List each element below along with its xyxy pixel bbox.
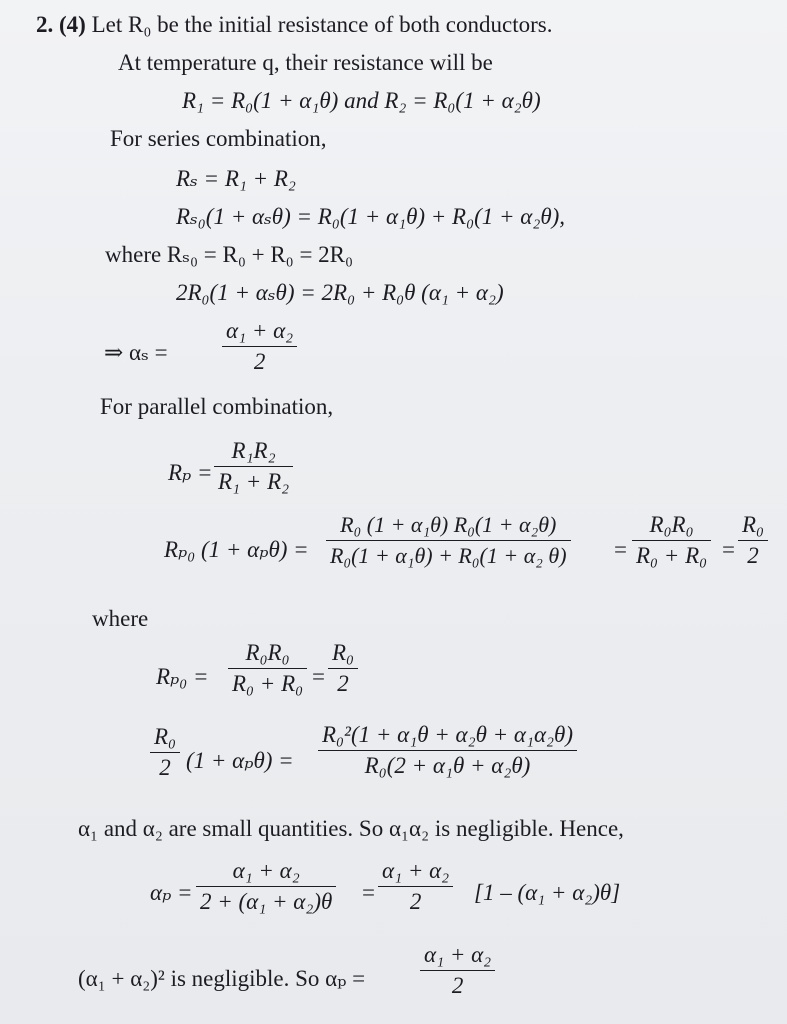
eq-alpha-p-bracket: [1 – (α₁ + α₂)θ] [474, 880, 621, 905]
fraction-numerator: R₀ (1 + α₁θ) R₀(1 + α₂θ) [340, 512, 557, 537]
eq-parallel-expanded-fraction [318, 722, 577, 779]
eq-parallel-mid: (1 + αₚθ) = [186, 748, 294, 773]
eq-rp0-main-fraction [326, 512, 571, 569]
fraction-denominator: R₀(2 + α₁θ + α₂θ) [318, 750, 577, 779]
heading-parallel: For parallel combination, [100, 394, 334, 419]
fraction-denominator: 2 + (α₁ + α₂)θ [196, 886, 336, 915]
fraction-numerator: R₀R₀ [245, 640, 290, 665]
equals-sign: = [722, 537, 735, 562]
fraction-numerator: R₀²(1 + α₁θ + α₂θ + α₁α₂θ) [322, 722, 573, 747]
eq-final-fraction [420, 942, 495, 999]
eq-final-lhs: (α₁ + α₂)² is negligible. So αₚ = [78, 966, 366, 991]
eq-alpha-p-fraction [196, 858, 336, 915]
fraction-numerator: α₁ + α₂ [232, 858, 300, 883]
eq-rp0-second-fraction [632, 512, 711, 569]
eq-alpha-s-lhs: ⇒ αₛ = [104, 340, 168, 365]
eq-rp0-lhs: Rₚ₀ (1 + αₚθ) = [164, 537, 309, 562]
line-initial-resistance: Let R₀ be the initial resistance of both conductors. [91, 12, 553, 37]
heading-series: For series combination, [110, 126, 327, 151]
fraction-denominator: 2 [420, 970, 495, 999]
fraction-numerator: R₀ [154, 724, 177, 749]
eq-series-where: where Rₛ₀ = R₀ + R₀ = 2R₀ [105, 242, 354, 267]
fraction-numerator: α₁ + α₂ [424, 942, 492, 967]
fraction-numerator: R₀ [332, 640, 355, 665]
eq-resistances: R₁ = R₀(1 + α₁θ) and R₂ = R₀(1 + α₂θ) [182, 88, 541, 113]
eq-series-expanded: Rₛ₀(1 + αₛθ) = R₀(1 + α₁θ) + R₀(1 + α₂θ), [176, 204, 566, 229]
fraction-numerator: α₁ + α₂ [382, 858, 450, 883]
label-where: where [92, 606, 149, 631]
eq-rp0-third-fraction [738, 512, 768, 569]
fraction-numerator: R₁R₂ [231, 438, 276, 463]
eq-rp-fraction [214, 438, 293, 495]
problem-header [36, 12, 552, 38]
equals-sign: = [312, 664, 325, 689]
eq-alpha-s-fraction [222, 318, 297, 375]
fraction-numerator: R₀R₀ [649, 512, 694, 537]
fraction-denominator: 2 [328, 668, 358, 697]
equals-sign: = [614, 537, 627, 562]
eq-rp0-def-fraction [228, 640, 307, 697]
problem-number: 2. [36, 12, 54, 37]
eq-rp0-def-lhs: Rₚ₀ = [156, 664, 209, 689]
fraction-denominator: 2 [738, 540, 768, 569]
fraction-denominator: 2 [222, 346, 297, 375]
equals-sign: = [362, 880, 375, 905]
eq-alpha-p-half-fraction [378, 858, 453, 915]
line-temperature: At temperature q, their resistance will be [118, 50, 493, 75]
fraction-denominator: R₀(1 + α₁θ) + R₀(1 + α₂ θ) [326, 540, 571, 569]
fraction-denominator: R₀ + R₀ [632, 540, 711, 569]
eq-series-simplified: 2R₀(1 + αₛθ) = 2R₀ + R₀θ (α₁ + α₂) [176, 280, 504, 305]
eq-rp-lhs: Rₚ = [168, 460, 213, 485]
fraction-denominator: 2 [378, 886, 453, 915]
fraction-denominator: R₁ + R₂ [214, 466, 293, 495]
fraction-numerator: α₁ + α₂ [226, 318, 294, 343]
answer-option: (4) [59, 12, 86, 37]
eq-series-sum: Rₛ = R₁ + R₂ [176, 166, 296, 191]
fraction-numerator: R₀ [742, 512, 765, 537]
fraction-denominator: 2 [150, 752, 180, 781]
eq-parallel-half-fraction [150, 724, 180, 781]
fraction-denominator: R₀ + R₀ [228, 668, 307, 697]
eq-alpha-p-lhs: αₚ = [150, 880, 193, 905]
eq-rp0-def-half [328, 640, 358, 697]
line-negligible-product: α₁ and α₂ are small quantities. So α₁α₂ is negligible. Hence, [78, 816, 624, 841]
